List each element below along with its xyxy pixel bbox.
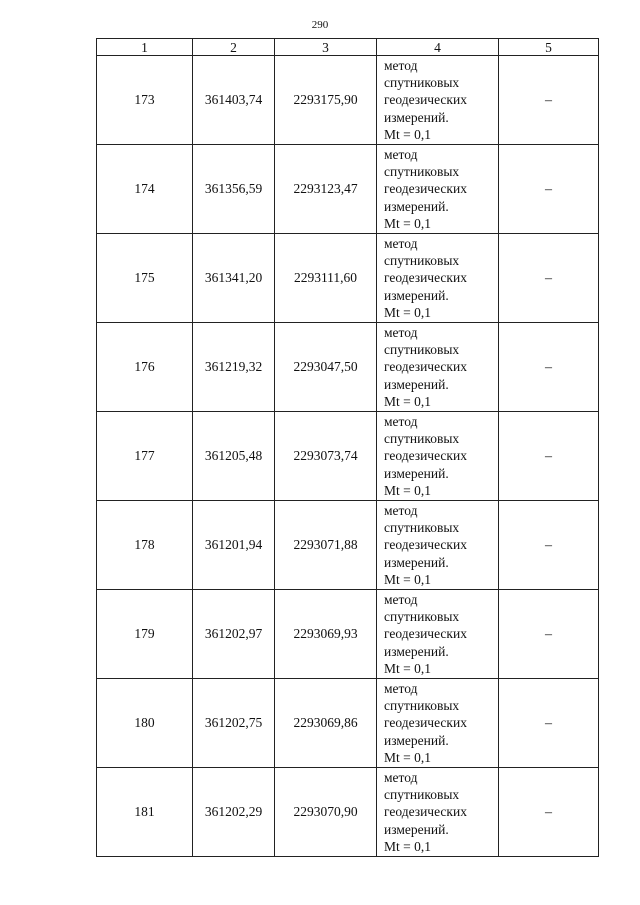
y-coordinate-cell: 2293111,60 xyxy=(275,234,377,323)
method-line: метод xyxy=(384,681,418,696)
y-coordinate-cell: 2293047,50 xyxy=(275,323,377,412)
note-cell xyxy=(499,501,599,590)
x-coordinate-cell: 361202,97 xyxy=(193,590,275,679)
method-cell xyxy=(377,412,499,501)
method-line: геодезических xyxy=(384,270,467,286)
method-line: Mt = 0,1 xyxy=(384,660,431,676)
header-row xyxy=(97,39,599,56)
note-cell xyxy=(499,145,599,234)
table-row xyxy=(97,145,599,234)
table-row xyxy=(97,590,599,679)
method-cell xyxy=(377,679,499,768)
x-coordinate-cell: 361403,74 xyxy=(193,56,275,145)
y-coordinate-cell: 2293070,90 xyxy=(275,768,377,857)
table-row xyxy=(97,501,599,590)
point-number-cell: 181 xyxy=(97,768,193,857)
method-line: Mt = 0,1 xyxy=(384,482,431,498)
method-line: метод xyxy=(384,592,418,607)
method-line: спутниковых xyxy=(384,609,460,625)
y-coordinate-cell: 2293073,74 xyxy=(275,412,377,501)
note-cell xyxy=(499,679,599,768)
header-cell: 5 xyxy=(499,39,599,56)
point-number-cell: 178 xyxy=(97,501,193,590)
method-line: измерений. xyxy=(384,732,449,748)
method-line: Mt = 0,1 xyxy=(384,749,431,765)
table-row xyxy=(97,234,599,323)
method-line: Mt = 0,1 xyxy=(384,126,431,142)
method-line: Mt = 0,1 xyxy=(384,393,431,409)
table-row xyxy=(97,768,599,857)
method-line: измерений. xyxy=(384,198,449,214)
point-number-cell: 177 xyxy=(97,412,193,501)
y-coordinate-cell: 2293123,47 xyxy=(275,145,377,234)
header-cell: 1 xyxy=(97,39,193,56)
x-coordinate-cell: 361202,29 xyxy=(193,768,275,857)
x-coordinate-cell: 361201,94 xyxy=(193,501,275,590)
method-line: спутниковых xyxy=(384,164,460,180)
point-number-cell: 180 xyxy=(97,679,193,768)
note-cell xyxy=(499,768,599,857)
note-cell xyxy=(499,56,599,145)
method-line: спутниковых xyxy=(384,253,460,269)
method-line: геодезических xyxy=(384,448,467,464)
note-dash: – xyxy=(545,448,552,464)
table-body xyxy=(97,56,599,857)
method-line: спутниковых xyxy=(384,342,460,358)
x-coordinate-cell: 361356,59 xyxy=(193,145,275,234)
method-cell xyxy=(377,768,499,857)
method-line: метод xyxy=(384,236,418,251)
note-dash: – xyxy=(545,92,552,108)
header-cell: 4 xyxy=(377,39,499,56)
method-line: измерений. xyxy=(384,287,449,303)
note-cell xyxy=(499,323,599,412)
point-number-cell: 174 xyxy=(97,145,193,234)
header-cell: 2 xyxy=(193,39,275,56)
method-line: измерений. xyxy=(384,376,449,392)
method-line: метод xyxy=(384,503,418,518)
method-line: спутниковых xyxy=(384,520,460,536)
method-cell xyxy=(377,501,499,590)
page-number: 290 xyxy=(311,19,329,31)
x-coordinate-cell: 361219,32 xyxy=(193,323,275,412)
method-line: Mt = 0,1 xyxy=(384,215,431,231)
method-cell xyxy=(377,323,499,412)
table-row xyxy=(97,323,599,412)
y-coordinate-cell: 2293175,90 xyxy=(275,56,377,145)
method-line: Mt = 0,1 xyxy=(384,304,431,320)
method-line: геодезических xyxy=(384,181,467,197)
note-dash: – xyxy=(545,804,552,820)
method-cell xyxy=(377,56,499,145)
method-line: измерений. xyxy=(384,109,449,125)
note-cell xyxy=(499,590,599,679)
method-line: Mt = 0,1 xyxy=(384,571,431,587)
table-row xyxy=(97,679,599,768)
method-line: геодезических xyxy=(384,92,467,108)
method-line: геодезических xyxy=(384,359,467,375)
point-number-cell: 179 xyxy=(97,590,193,679)
method-line: спутниковых xyxy=(384,75,460,91)
method-line: геодезических xyxy=(384,537,467,553)
method-line: измерений. xyxy=(384,643,449,659)
method-line: спутниковых xyxy=(384,787,460,803)
coordinates-table xyxy=(96,38,599,857)
method-cell xyxy=(377,145,499,234)
method-line: метод xyxy=(384,58,418,73)
note-dash: – xyxy=(545,270,552,286)
method-line: Mt = 0,1 xyxy=(384,838,431,854)
method-line: измерений. xyxy=(384,465,449,481)
note-dash: – xyxy=(545,715,552,731)
x-coordinate-cell: 361205,48 xyxy=(193,412,275,501)
method-line: спутниковых xyxy=(384,431,460,447)
method-line: метод xyxy=(384,414,418,429)
method-line: измерений. xyxy=(384,821,449,837)
note-dash: – xyxy=(545,626,552,642)
method-cell xyxy=(377,234,499,323)
table-row xyxy=(97,412,599,501)
table-row xyxy=(97,56,599,145)
note-dash: – xyxy=(545,359,552,375)
method-cell xyxy=(377,590,499,679)
x-coordinate-cell: 361202,75 xyxy=(193,679,275,768)
header-cell: 3 xyxy=(275,39,377,56)
method-line: спутниковых xyxy=(384,698,460,714)
y-coordinate-cell: 2293071,88 xyxy=(275,501,377,590)
point-number-cell: 175 xyxy=(97,234,193,323)
method-line: метод xyxy=(384,147,418,162)
y-coordinate-cell: 2293069,93 xyxy=(275,590,377,679)
note-dash: – xyxy=(545,181,552,197)
method-line: геодезических xyxy=(384,715,467,731)
method-line: геодезических xyxy=(384,804,467,820)
method-line: геодезических xyxy=(384,626,467,642)
method-line: метод xyxy=(384,325,418,340)
method-line: метод xyxy=(384,770,418,785)
y-coordinate-cell: 2293069,86 xyxy=(275,679,377,768)
x-coordinate-cell: 361341,20 xyxy=(193,234,275,323)
method-line: измерений. xyxy=(384,554,449,570)
note-cell xyxy=(499,234,599,323)
point-number-cell: 176 xyxy=(97,323,193,412)
note-dash: – xyxy=(545,537,552,553)
point-number-cell: 173 xyxy=(97,56,193,145)
note-cell xyxy=(499,412,599,501)
